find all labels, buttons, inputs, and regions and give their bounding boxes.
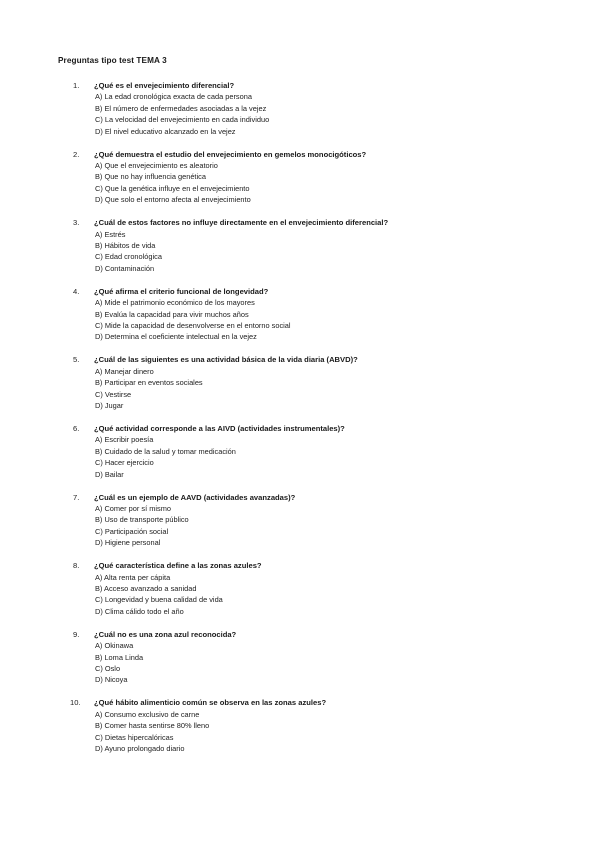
answer-options bbox=[95, 503, 189, 549]
answer-option-b: B) Comer hasta sentirse 80% lleno bbox=[95, 721, 210, 731]
question-list bbox=[0, 80, 600, 766]
question-number: 5. bbox=[73, 355, 80, 365]
answer-option-a: A) Que el envejecimiento es aleatorio bbox=[95, 160, 218, 170]
question-item bbox=[0, 697, 600, 766]
answer-options bbox=[95, 434, 236, 480]
answer-option-d: D) Bailar bbox=[95, 469, 124, 479]
question-text: ¿Qué actividad corresponde a las AIVD (actividades instrumentales)? bbox=[94, 423, 345, 433]
question-text: ¿Cuál de estos factores no influye directamente en el envejecimiento diferencial? bbox=[94, 218, 389, 228]
answer-option-d: D) Jugar bbox=[95, 400, 124, 410]
answer-options bbox=[95, 709, 209, 755]
answer-options bbox=[95, 640, 143, 686]
question-item bbox=[0, 492, 600, 561]
question-text: ¿Qué demuestra el estudio del envejecimiento en gemelos monocigóticos? bbox=[94, 149, 367, 159]
answer-option-b: B) Loma Linda bbox=[95, 652, 144, 662]
question-text: ¿Qué es el envejecimiento diferencial? bbox=[94, 81, 235, 90]
answer-option-c: C) Mide la capacidad de desenvolverse en el entorno social bbox=[95, 320, 291, 330]
answer-option-d: D) Que solo el entorno afecta al envejecimiento bbox=[95, 195, 251, 205]
answer-option-c: C) Dietas hipercalóricas bbox=[95, 732, 174, 742]
answer-option-a: A) Mide el patrimonio económico de los mayores bbox=[95, 298, 255, 308]
answer-options bbox=[95, 366, 203, 412]
answer-option-d: D) Higiene personal bbox=[95, 538, 161, 548]
question-text: ¿Cuál no es una zona azul reconocida? bbox=[94, 629, 237, 639]
question-item bbox=[0, 80, 600, 149]
answer-option-a: A) Okinawa bbox=[95, 641, 134, 651]
answer-option-c: C) Participación social bbox=[95, 526, 169, 536]
answer-option-a: A) Consumo exclusivo de carne bbox=[95, 709, 200, 719]
question-number: 2. bbox=[73, 149, 80, 159]
answer-option-a: A) Estrés bbox=[95, 229, 126, 239]
answer-option-b: B) Que no hay influencia genética bbox=[95, 172, 206, 182]
answer-option-b: B) Cuidado de la salud y tomar medicación bbox=[95, 446, 236, 456]
answer-option-c: C) Edad cronológica bbox=[95, 252, 162, 262]
answer-option-a: A) Comer por sí mismo bbox=[95, 503, 171, 513]
answer-option-b: B) Acceso avanzado a sanidad bbox=[95, 583, 197, 593]
answer-options bbox=[95, 572, 223, 618]
question-text: ¿Qué hábito alimenticio común se observa en las zonas azules? bbox=[94, 698, 327, 708]
answer-option-d: D) Nicoya bbox=[95, 675, 128, 685]
answer-option-a: A) La edad cronológica exacta de cada persona bbox=[95, 92, 252, 102]
document-title: Preguntas tipo test TEMA 3 bbox=[58, 56, 167, 65]
answer-option-b: B) Uso de transporte público bbox=[95, 515, 189, 525]
answer-option-a: A) Escribir poesía bbox=[95, 435, 154, 445]
answer-option-c: C) Que la genética influye en el envejecimiento bbox=[95, 183, 250, 193]
question-item bbox=[0, 423, 600, 492]
answer-option-c: C) Longevidad y buena calidad de vida bbox=[95, 595, 223, 605]
question-number: 1. bbox=[73, 81, 80, 90]
answer-option-a: A) Manejar dinero bbox=[95, 366, 154, 376]
question-item bbox=[0, 286, 600, 355]
answer-option-b: B) Hábitos de vida bbox=[95, 240, 156, 250]
answer-options bbox=[95, 297, 291, 343]
question-number: 10. bbox=[70, 698, 81, 708]
question-text: ¿Cuál de las siguientes es una actividad básica de la vida diaria (ABVD)? bbox=[94, 355, 358, 365]
question-text: ¿Qué afirma el criterio funcional de longevidad? bbox=[94, 286, 269, 296]
answer-option-c: C) Vestirse bbox=[95, 389, 132, 399]
question-item bbox=[0, 149, 600, 218]
answer-option-b: B) Evalúa la capacidad para vivir muchos años bbox=[95, 309, 249, 319]
question-item bbox=[0, 354, 600, 423]
answer-options bbox=[95, 160, 251, 206]
question-text: ¿Cuál es un ejemplo de AAVD (actividades avanzadas)? bbox=[94, 492, 296, 502]
answer-option-d: D) Clima cálido todo el año bbox=[95, 606, 184, 616]
question-text: ¿Qué característica define a las zonas azules? bbox=[94, 561, 262, 571]
question-item bbox=[0, 629, 600, 698]
question-number: 7. bbox=[73, 492, 80, 502]
answer-option-c: C) La velocidad del envejecimiento en cada individuo bbox=[95, 115, 270, 125]
question-number: 4. bbox=[73, 286, 80, 296]
answer-option-d: D) Ayuno prolongado diario bbox=[95, 743, 185, 753]
question-number: 8. bbox=[73, 561, 80, 571]
answer-option-a: A) Alta renta per cápita bbox=[95, 572, 171, 582]
question-number: 9. bbox=[73, 629, 80, 639]
question-number: 6. bbox=[73, 423, 80, 433]
answer-option-d: D) Contaminación bbox=[95, 263, 155, 273]
answer-options bbox=[95, 91, 269, 137]
answer-option-c: C) Oslo bbox=[95, 663, 121, 673]
question-number: 3. bbox=[73, 218, 80, 228]
answer-option-c: C) Hacer ejercicio bbox=[95, 458, 154, 468]
question-item bbox=[0, 560, 600, 629]
answer-options bbox=[95, 229, 162, 275]
answer-option-b: B) El número de enfermedades asociadas a la vejez bbox=[95, 103, 267, 113]
answer-option-d: D) El nivel educativo alcanzado en la vejez bbox=[95, 126, 236, 136]
answer-option-b: B) Participar en eventos sociales bbox=[95, 378, 203, 388]
answer-option-d: D) Determina el coeficiente intelectual en la vejez bbox=[95, 332, 257, 342]
question-item bbox=[0, 217, 600, 286]
